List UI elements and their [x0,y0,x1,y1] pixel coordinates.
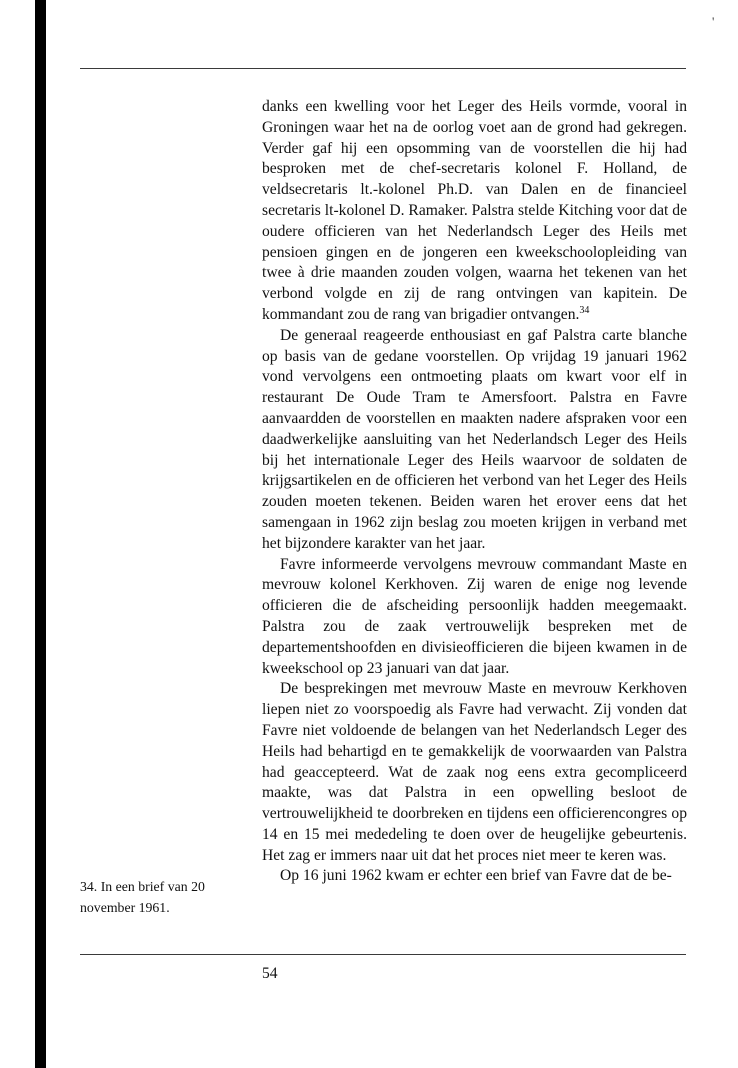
page-number: 54 [262,965,278,982]
footnote-reference: 34 [579,304,590,316]
paragraph: De generaal reageerde enthousiast en gaf Palstra carte blanche op basis van de gedane voorstellen. Op vrijdag 19 januari 1962 vond vervolgens een ontmoeting plaats om kwart voor elf in restaurant De Oude Tram te Amersfoort. Palstra en Favre aanvaardden de voorstellen en maakten nadere afspraken voor een daadwerkelijke aansluiting van het Nederlandsch Leger des Heils bij het internationale Leger des Heils waarvoor de soldaten de krijgsartikelen en de officieren het verbond van het Leger des Heils zouden moeten tekenen. Beiden waren het erover eens dat het samengaan in 1962 zijn beslag zou moeten krijgen in verband met het bijzondere karakter van het jaar. [262,326,687,552]
paragraph: Favre informeerde vervolgens mevrouw commandant Maste en mevrouw kolonel Kerkhoven. Zij waren de enige nog levende officieren die de afscheiding persoonlijk hadden meegemaakt. Palstra zou de zaak vertrouwelijk bespreken met de departementshoofden en divisieofficieren die bijeen kwamen in de kweekschool op 23 januari van dat jaar. [262,555,687,677]
body-text-block [262,97,687,887]
bottom-horizontal-rule [80,954,686,955]
paragraph: Op 16 juni 1962 kwam er echter een brief van Favre dat de be- [280,867,672,885]
corner-mark: ' [712,14,715,29]
paragraph-text: danks een kwelling voor het Leger des Heils vormde, vooral in Groningen waar het na de oorlog voet aan de grond had gekregen. Verder gaf hij een opsomming van de voorstellen die hij had besproken met de chef-secretaris kolonel F. Holland, de veldsecretaris lt.-kolonel Ph.D. van Dalen en de financieel secretaris lt-kolonel D. Ramaker. Palstra stelde Kitching voor dat de oudere officieren van het Nederlandsch Leger des Heils met pensioen gingen en de jongeren een kweekschoolopleiding van twee à drie maanden zouden volgen, waarna het tekenen van het verbond volgde en zij de rang ontvingen van kapitein. De kommandant zou de rang van brigadier ontvangen. [262,98,687,323]
spine-black-bar [35,0,46,1068]
paragraph [262,97,687,326]
footnote-line: november 1961. [80,899,170,915]
footnote-margin-note [80,877,245,919]
paragraph: De besprekingen met mevrouw Maste en mevrouw Kerkhoven liepen niet zo voorspoedig als Favre had verwacht. Zij vonden dat Favre niet voldoende de belangen van het Nederlandsch Leger des Heils had behartigd en te gemakkelijk de voorwaarden van Palstra had geaccepteerd. Wat de zaak nog eens extra gecompliceerd maakte, was dat Palstra in een opwelling besloot de vertrouwelijkheid te doorbreken en tijdens een officierencongres op 14 en 15 mei mededeling te doen over de heugelijke gebeurtenis. Het zag er immers naar uit dat het proces niet meer te keren was. [262,680,687,864]
footnote-line: 34. In een brief van 20 [80,879,205,894]
top-horizontal-rule [80,68,686,69]
